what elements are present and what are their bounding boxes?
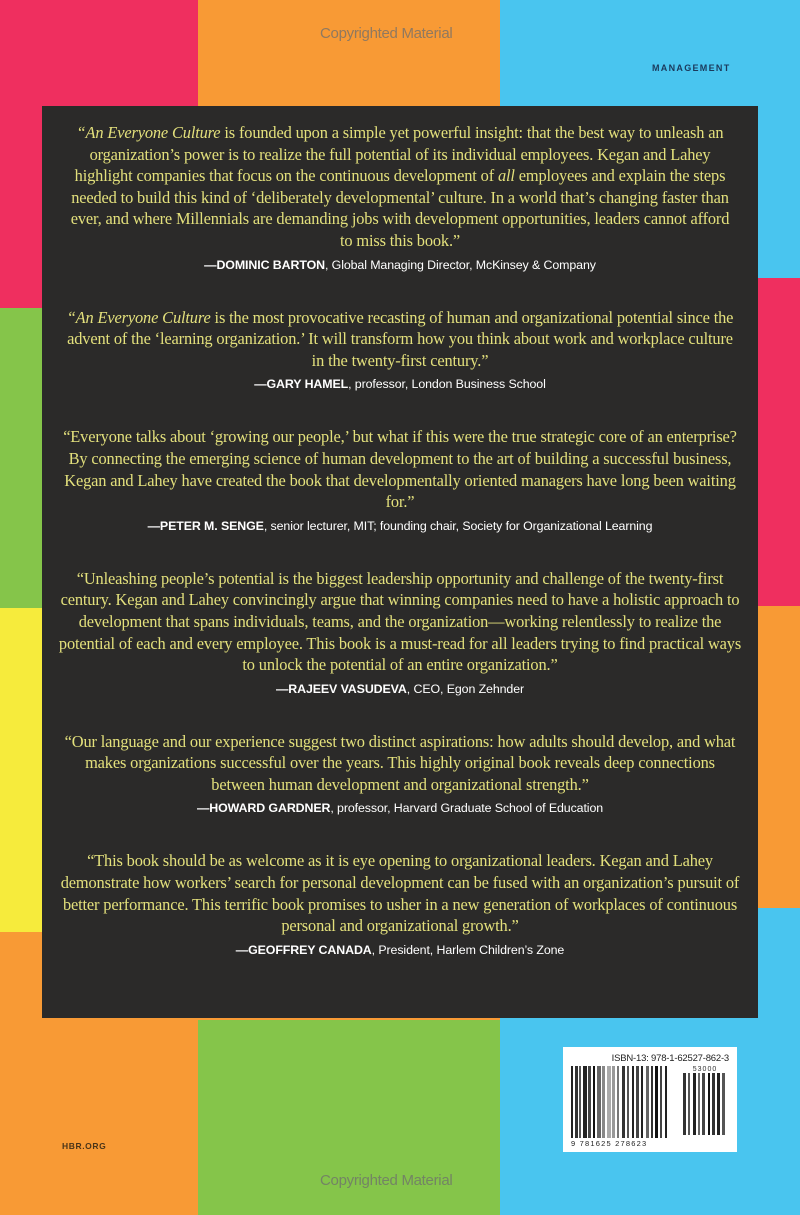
addon-barcode-icon xyxy=(683,1073,727,1135)
quote-text xyxy=(58,426,742,512)
attribution-role: , CEO, Egon Zehnder xyxy=(406,681,525,696)
attribution-role: , President, Harlem Children’s Zone xyxy=(371,942,565,957)
quote-text xyxy=(58,568,742,676)
emphasis-italic: all xyxy=(497,166,515,186)
quotes-panel xyxy=(42,106,758,1018)
quote-2 xyxy=(60,307,740,393)
attribution-name: —GARY HAMEL xyxy=(254,377,349,392)
book-title-italic: “An Everyone Culture xyxy=(66,307,211,327)
quote-body: “Everyone talks about ‘growing our people,’ but what if this were the true strategic core of an enterprise? By connecting the emerging science of human development to the art of building a successful business, Kegan and Lahey have created the book that developmentally oriented managers have long been waiting for.” xyxy=(63,427,737,512)
attribution-name: —GEOFFREY CANADA xyxy=(235,942,372,957)
quote-5 xyxy=(58,731,742,817)
site-url: HBR.ORG xyxy=(62,1141,107,1151)
attribution-name: —PETER M. SENGE xyxy=(147,518,264,533)
attribution xyxy=(60,376,740,392)
attribution-name: —RAJEEV VASUDEVA xyxy=(275,681,407,696)
attribution-name: —DOMINIC BARTON xyxy=(204,257,325,272)
attribution-role: , professor, Harvard Graduate School of Education xyxy=(330,801,604,816)
quote-text xyxy=(60,307,740,372)
attribution xyxy=(58,800,742,816)
watermark-top: Copyrighted Material xyxy=(320,25,453,42)
barcode-bars xyxy=(571,1066,729,1138)
attribution xyxy=(64,257,736,273)
isbn-label: ISBN-13: 978-1-62527-862-3 xyxy=(611,1053,729,1064)
quote-body-continued: employees and explain the steps needed to build this kind of ‘deliberately developmental’ culture. In a world that’s changing faster than ever, and where Millennials are demanding jobs with development opportunities, leaders cannot afford to miss this book.” xyxy=(70,166,730,250)
watermark-bottom: Copyrighted Material xyxy=(320,1172,453,1189)
quote-body: “Unleashing people’s potential is the biggest leadership opportunity and challenge of the twenty-first century. Kegan and Lahey convincingly argue that winning companies need to have a holistic approach to development that spans individuals, teams, and the organization—working relentlessly to realize the potential of each and every employee. This book is a must-read for all leaders trying to find practical ways to unlock the potential of an entire organization.” xyxy=(58,568,742,675)
category-label: MANAGEMENT xyxy=(652,63,731,73)
quote-text xyxy=(58,731,742,796)
quote-6 xyxy=(60,850,740,957)
attribution-role: , Global Managing Director, McKinsey & Company xyxy=(324,257,596,272)
isbn-barcode xyxy=(563,1047,737,1152)
price-addon xyxy=(683,1066,727,1135)
quote-body: “This book should be as welcome as it is eye opening to organizational leaders. Kegan and Lahey demonstrate how workers’ search for personal development can be fused with an organization’s pursuit of better performance. This terrific book promises to usher in a new generation of workplaces of continuous personal and organizational growth.” xyxy=(60,851,740,936)
quote-4 xyxy=(58,568,742,697)
quote-1 xyxy=(64,122,736,273)
addon-digits: 53000 xyxy=(692,1066,718,1073)
quote-3 xyxy=(58,426,742,533)
quote-body: is founded upon a simple yet powerful insight: that the best way to unleash an organization’s power is to realize the full potential of its individual employees. Kegan and Lahey highlight companies that focus on the continuous development of xyxy=(74,123,724,186)
attribution-name: —HOWARD GARDNER xyxy=(196,801,331,816)
book-title-italic: “An Everyone Culture xyxy=(76,123,221,142)
quote-text xyxy=(60,850,740,936)
ean-barcode-icon xyxy=(571,1066,675,1138)
attribution-role: , professor, London Business School xyxy=(348,377,546,392)
attribution xyxy=(58,518,742,534)
quote-body: is the most provocative recasting of human and organizational potential since the advent of the ‘learning organization.’ It will transform how you think about work and workplace culture in the twenty-first century.” xyxy=(67,307,734,370)
quote-body: “Our language and our experience suggest two distinct aspirations: how adults should develop, and what makes organizations successful over the years. This highly original book reveals deep connections between human development and organizational strength.” xyxy=(64,731,736,794)
attribution xyxy=(60,942,740,958)
quote-text xyxy=(64,122,736,252)
attribution-role: , senior lecturer, MIT; founding chair, Society for Organizational Learning xyxy=(263,518,653,533)
ean-digits: 9 781625 278623 xyxy=(571,1139,648,1148)
attribution xyxy=(58,681,742,697)
